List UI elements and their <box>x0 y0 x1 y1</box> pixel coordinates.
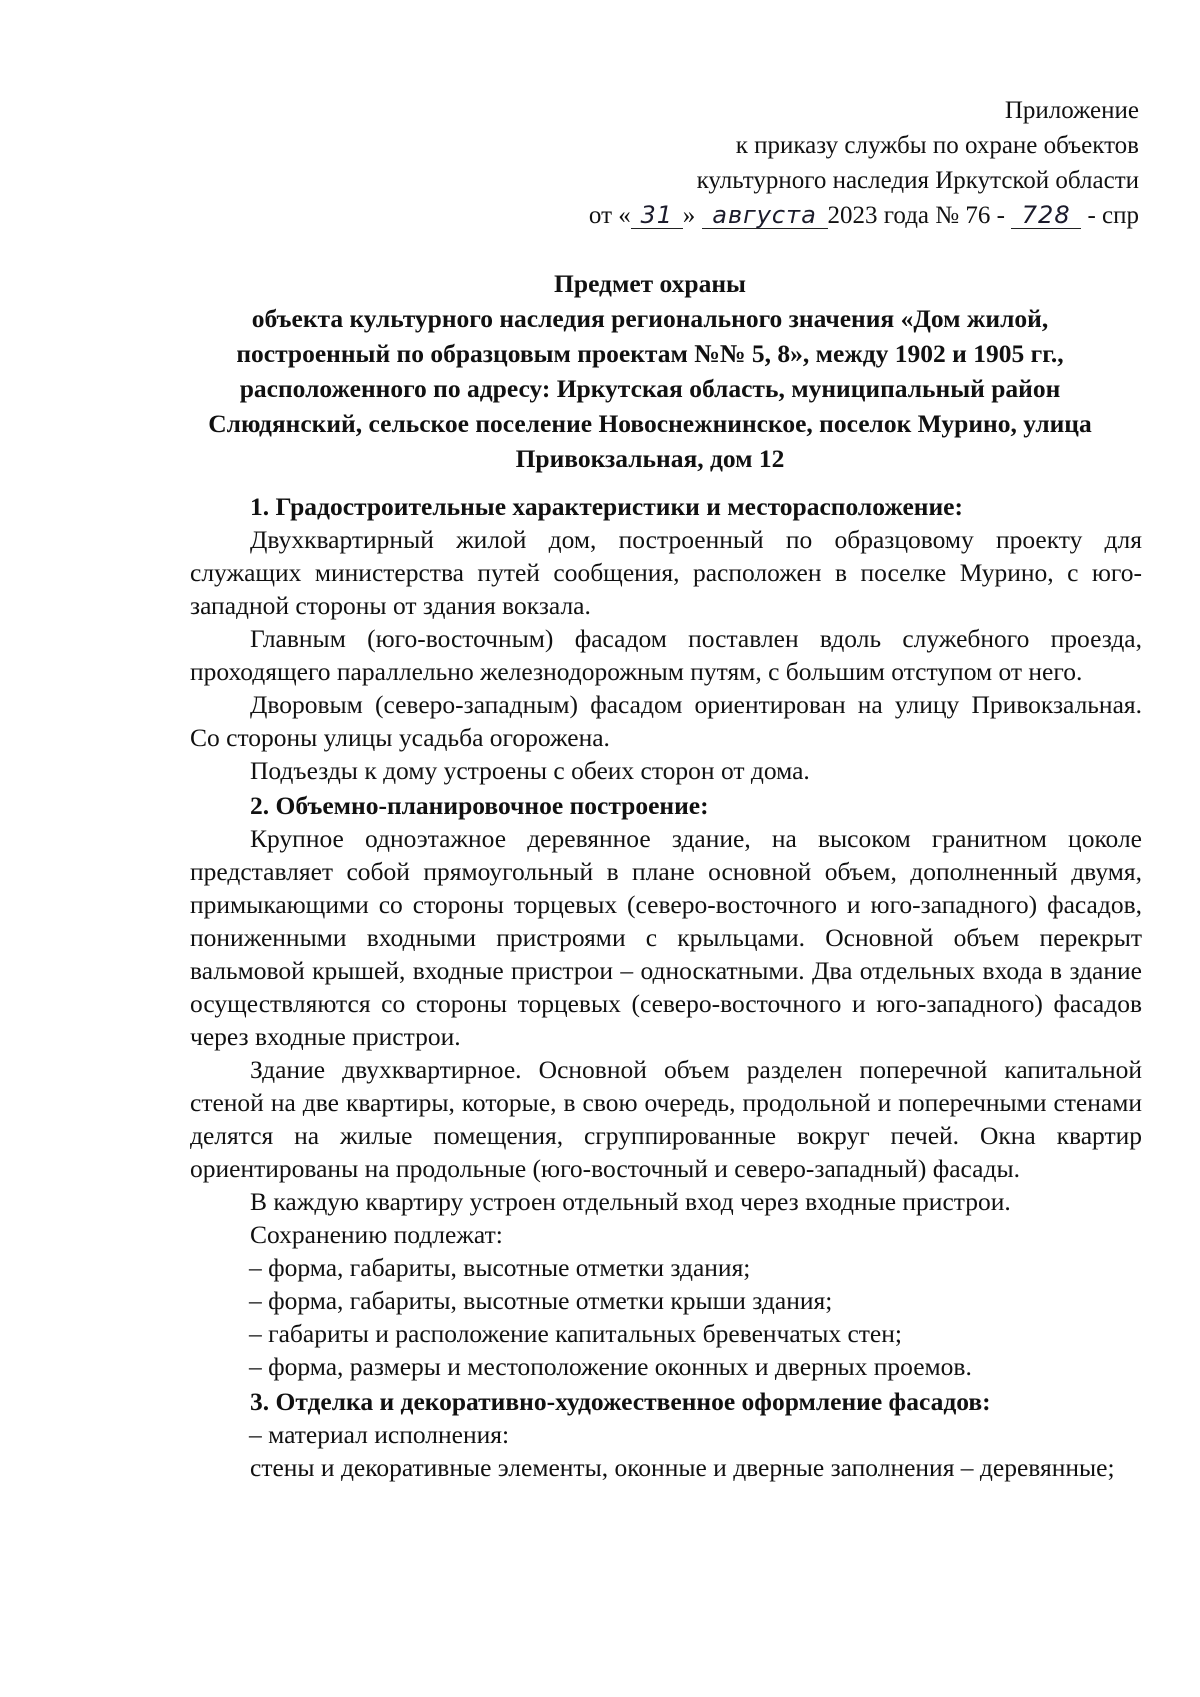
section-2-heading: 2. Объемно-планировочное построение: <box>250 791 709 820</box>
annex-agency-line: культурного наследия Иркутской области <box>696 167 1139 194</box>
list-item: – форма, габариты, высотные отметки здания; <box>249 1253 751 1282</box>
annex-order-line: к приказу службы по охране объектов <box>735 132 1139 159</box>
handwritten-month: августа <box>702 202 828 229</box>
document-body <box>190 488 1142 1484</box>
section-1-heading: 1. Градостроительные характеристики и месторасположение: <box>250 492 963 521</box>
document-subtitle: объекта культурного наследия регионального значения «Дом жилой, построенный по образцовым проектам №№ 5, 8», между 1902 и 1905 гг., расположенного по адресу: Иркутская область, муниципальный район Слюдянский, сельское поселение Новоснежнинское, поселок Мурино, улица Привокзальная, дом 12 <box>208 304 1092 473</box>
document-title: Предмет охраны <box>554 269 746 298</box>
paragraph: Двухквартирный жилой дом, построенный по образцовому проекту для служащих министерства путей сообщения, расположен в поселке Мурино, с юго-западной стороны от здания вокзала. <box>190 525 1142 620</box>
annex-date-line <box>589 198 1139 233</box>
paragraph: Главным (юго-восточным) фасадом поставлен вдоль служебного проезда, проходящего параллельно железнодорожным путям, с большим отступом от него. <box>190 624 1142 686</box>
paragraph: Здание двухквартирное. Основной объем разделен поперечной капитальной стеной на две квартиры, которые, в свою очередь, продольной и поперечными стенами делятся на жилые помещения, сгруппированные вокруг печей. Окна квартир ориентированы на продольные (юго-восточный и северо-западный) фасады. <box>190 1055 1142 1183</box>
paragraph: стены и декоративные элементы, оконные и дверные заполнения – деревянные; <box>250 1453 1115 1482</box>
section-3-heading: 3. Отделка и декоративно-художественное оформление фасадов: <box>250 1387 991 1416</box>
handwritten-day: 31 <box>631 202 683 229</box>
list-item: – форма, размеры и местоположение оконных и дверных проемов. <box>249 1352 972 1381</box>
handwritten-number: 728 <box>1011 202 1081 229</box>
list-item: – материал исполнения: <box>249 1420 510 1449</box>
paragraph: Дворовым (северо-западным) фасадом ориентирован на улицу Привокзальная. Со стороны улицы усадьба огорожена. <box>190 690 1142 752</box>
annex-title: Приложение <box>1004 97 1139 124</box>
date-mid: » <box>682 202 696 229</box>
annex-header <box>589 93 1139 233</box>
date-prefix: от « <box>588 202 631 229</box>
list-item: – форма, габариты, высотные отметки крыши здания; <box>249 1286 833 1315</box>
date-year: 2023 года № 76 - <box>827 202 1005 229</box>
order-suffix: - спр <box>1087 202 1139 229</box>
list-item: – габариты и расположение капитальных бревенчатых стен; <box>249 1319 902 1348</box>
document-title-block <box>190 266 1110 476</box>
paragraph: Подъезды к дому устроены с обеих сторон от дома. <box>250 756 810 785</box>
paragraph: Сохранению подлежат: <box>250 1220 503 1249</box>
paragraph: Крупное одноэтажное деревянное здание, на высоком гранитном цоколе представляет собой прямоугольный в плане основной объем, дополненный двумя, примыкающими со стороны торцевых (северо-восточного и юго-западного) фасадов, пониженными входными пристроями с крыльцами. Основной объем перекрыт вальмовой крышей, входные пристрои – односкатными. Два отдельных входа в здание осуществляются со стороны торцевых (северо-восточного и юго-западного) фасадов через входные пристрои. <box>190 824 1142 1051</box>
paragraph: В каждую квартиру устроен отдельный вход через входные пристрои. <box>250 1187 1011 1216</box>
